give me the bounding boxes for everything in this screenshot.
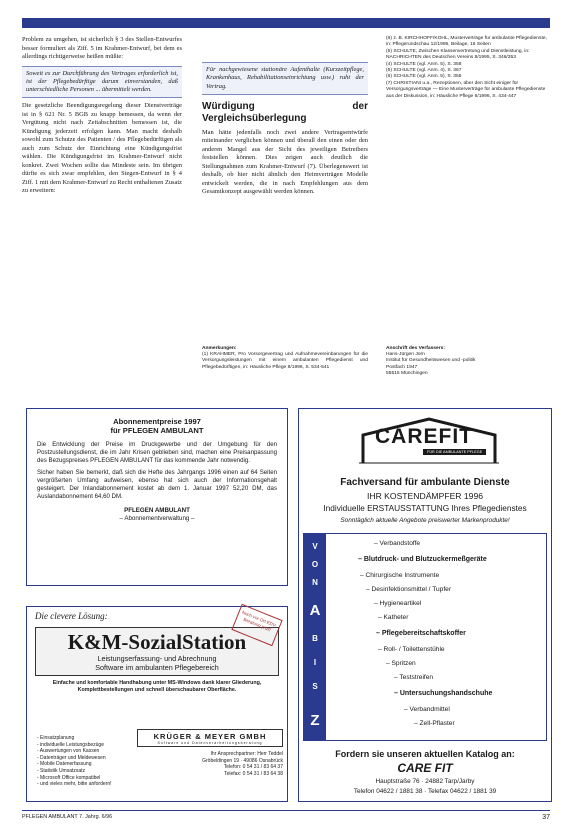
company-address [137,751,283,777]
strip-letter: N [312,578,318,587]
reference-item: (7) CHRISTIANI u.a., Rezeptionen, über den Sicht einiger für Versorgungsverträge — Eine Musterverträge für ambulante Pflegedienste aus der Diskussion, in: Häusliche Pflege 6/1996, S. 434-447 [386,80,546,99]
notes-title: Anmerkungen: [202,346,237,351]
product-panel [303,533,547,741]
logo-subtext: Software und Datenverarbeitungsberatung [157,740,263,745]
carefit-wordmark: CARE FIT [397,761,453,775]
product-item: – Teststreifen [394,674,434,681]
carefit-advertisement [298,408,552,802]
ad-subtitle: IHR KOSTENDÄMPFER 1996 [366,491,484,501]
ad-slogan: Sonntäglich aktuelle Angebote preiswerter Markenprodukte! [340,517,510,524]
product-name: K&M-SozialStation [67,630,247,654]
address-line: Telefax: 0 54 31 / 83 64 38 [224,770,283,777]
product-item: – Zell-Pflaster [414,720,455,727]
paragraph: Die gesetzliche Beendigungsregelung dieser Dienstverträge ist in § 621 Nr. 5 BGB zu knapp bemessen, da wenn der Vergütung nicht nach Zeitabschnitten bemessen ist, die Kündigung jederzeit erfolgen kann. Man macht deshalb sowohl zum Schutze des Patienten / des Pflegebedürftigen als auch zum Schutz der Einrichtung eine Kündigungsfrist wählen. Die Kündigungsfrist im Krahmer-Entwurf nicht konkret. Zwei Wochen sollte das Mindeste sein. Im übrigen dürfte es sich zwar empfehlen, den Stegen-Entwurf in § 4 Ziff. 1 mit dem Krahmer-Entwurf zu Recht enthaltenen Zusatz zu erweitern: [22,102,182,195]
notice-title-line2: für PFLEGEN AMBULANT [110,426,204,435]
list-item: - Einsatzplanung [37,735,75,741]
strip-letter: V [312,542,318,551]
list-item: - Auswertungen von Kassen [37,748,100,755]
strip-letter: Z [310,712,320,729]
company-block [137,729,283,777]
address-line: Institut für Gesundheitswesen und -politik [386,358,476,364]
article-column-2 [202,36,368,197]
notice-title [37,417,277,435]
company-logo [137,729,283,747]
product-item: – Pflegebereitschaftskoffer [376,630,466,637]
paragraph: Problem zu umgehen, ist sicherlich § 3 des Stellen-Entwurfes besser formuliert als Ziff. 5 im Krahmer-Entwurf, bei dem es allerdings richtigerweise heißen müßte: [22,36,182,60]
list-item: - und vieles mehr, bitte anfordern! [37,781,112,788]
reference-item: (5) SCHULTE (vgl. Anm. 4), S. 367 [386,68,462,74]
strip-letter: S [312,682,318,691]
stamp: Noch vor Ort EDV-Beratung jetzt! [231,604,282,646]
quote-box: Für nachgewiesene stationäre Aufenthalte (Kurzzeitpflege, Krankenhaus, Rehabilitationseinrichtung usw.) ruht der Vertrag. [202,62,368,95]
address-line: Postfach 1947 [386,364,418,370]
paragraph: Sicher haben Sie bemerkt, daß sich die Hefte des Jahrgangs 1996 einen auf 64 Seiten vergrößerten Umfang aufweisen, ebenso hat sich auch der Informationsgehalt gesteigert. Der Inlandabonnement kostet ab dem 1. Januar 1997 52,20 DM, das Auslandabonnement 64,60 DM. [37,468,277,501]
catalog-call: Fordern sie unseren aktuellen Katalog an: [335,749,515,759]
address-line: Telefon: 0 54 31 / 83 64 37 [223,764,283,771]
subtitle-line1: Leistungserfassung- und Abrechnung [97,654,217,663]
carefit-tagline: FÜR DIE AMBULANTE PFLEGE [423,449,486,455]
author-address-title: Anschrift des Verfassers: [386,346,445,351]
reference-item: (4) SCHULTE (vgl. Anm. 5), S. 358 [386,61,462,67]
notes-left [202,346,368,371]
carefit-phone: Telefon 04622 / 1881 38 · Telefax 04622 / 1881 39 [353,788,497,795]
km-advertisement [26,606,288,802]
list-item: - Datenträger und Meldewesen [37,754,106,761]
quote-box: Soweit es zur Durchführung des Vertrages erforderlich ist, ist der Pflegebedürftige darum einverstanden, daß unterschiedliche Personen ... übermittelt werden. [22,66,182,99]
product-item: – Untersuchungshandschuhe [394,690,493,697]
list-item: - individuelle Leistungsbezüge [37,741,104,748]
reference-list [386,36,550,100]
ad-lead: Die clevere Lösung: [35,611,108,621]
paragraph: Man hätte jedenfalls noch zwei andere Vertragsentwürfe miteinander verglichen können und überall den einen oder den anderen Mangel aus der Sicht des jeweiligen Betreibers feststellen können. Dies zeigen auch deutlich die Stellungnahmen zum Krahmer-Entwurf (7). Überlegenswert ist deshalb, ob hier nicht ähnlich den Heimverträgen Modelle entwickelt werden, die in nach Empfehlungen aus dem Gesamtkonzept ausgewählt werden können. [202,128,368,196]
section-heading: Würdigung der Vergleichsüberlegung [202,100,368,124]
signature-line2: – Abonnementverwaltung – [119,515,195,523]
product-subtitle [36,654,278,675]
notes-text: (1) KRAHMER, Pro Vorsorgevertrag und Aufnahmevereinbarungen für die Versorgungsleistungen mit einem ambulanten Pflegedienst und Pflegebedürftigen, in: Häusliche Pflege 8/1996, S. 534-541 [202,352,368,370]
logo-text: KRÜGER & MEYER GMBH [153,731,267,741]
paragraph: Die Entwicklung der Preise im Druckgewerbe und der Umgebung für den Postzustellungsdienst, die im Jahr Krisen geblieben sind, machen eine Preisanpassung des Bezugspreises PFLEGEN AMBULANT für das kommende Jahr notwendig. [37,441,277,465]
article-column-1 [22,36,182,196]
product-item: – Verbandmittel [404,706,450,713]
ad-title: Fachversand für ambulante Dienste [340,477,510,488]
product-item: – Chirurgische Instrumente [360,572,440,579]
product-item: – Verbandstoffe [374,540,421,547]
footer-rule [22,810,550,811]
product-item: – Hygieneartikel [374,600,422,607]
notice-title-line1: Abonnementpreise 1997 [113,417,201,426]
product-item: – Desinfektionsmittel / Tupfer [366,586,452,593]
product-item: – Spritzen [386,660,416,667]
carefit-logo-text: CAREFIT [375,425,473,448]
subscription-notice [26,408,288,586]
address-line: Ihr Ansprechpartner: Herr Teddel [210,751,283,757]
reference-item: (5) SCHULTE, Zwischen Klassenvertretung und Dienstleistung, in: NACHRICHTEN des Deutschen Vereins 8/1995, S. 346/353 [386,48,530,61]
header-bar [22,18,550,28]
product-item: – Roll- / Toilettenstühle [378,646,445,653]
strip-letter: B [312,634,318,643]
product-item: – Blutdruck- und Blutzuckermeßgeräte [358,556,487,563]
feature-list [37,735,112,788]
list-item: - Mobile Datenerfassung [37,761,92,768]
strip-letter: O [311,560,319,569]
vertical-strip [304,534,326,740]
notice-signature [37,507,277,523]
signature-line1: PFLEGEN AMBULANT [124,507,190,515]
list-item: - Microsoft Office kompatibel [37,774,101,781]
address-line: Hans-Jürgen Jorn [386,352,425,358]
page-number: 37 [542,814,550,821]
strip-letter: A [309,602,321,619]
subtitle-line2: Software im ambulanten Pflegebereich [95,663,219,672]
footer-journal: PFLEGEN AMBULANT 7. Jahrg. 6/96 [22,814,113,820]
strip-letter: I [313,658,317,667]
product-item: – Katheter [378,614,409,621]
ad-subtitle: Individuelle ERSTAUSSTATTUNG Ihres Pflegedienstes [323,503,527,513]
address-line: 55515 Münchingen [386,370,428,376]
reference-item: (6) z. B. KIRCHHOFF/KOHL, Musterverträge für ambulante Pflegedienste, in: Pflegerundschau 12/1995, Beilage, 16 Seiten [386,36,547,48]
carefit-address: Hauptstraße 76 · 24882 Tarp/Jarby [375,778,475,785]
list-item: - Statistik Umsatzsatz [37,767,86,774]
page-footer [22,814,550,821]
address-line: Gröbeldingen 19 · 49086 Osnabrück [202,757,283,764]
product-description: Einfache und komfortable Handhabung unter MS-Windows dank klarer Gliederung, Komplettbestellungen und schnell überschaubarer Oberfläche. [52,680,262,693]
reference-item: (6) SCHULTE (vgl. Anm. 5), S. 355 [386,74,462,80]
notes-right [386,346,550,377]
